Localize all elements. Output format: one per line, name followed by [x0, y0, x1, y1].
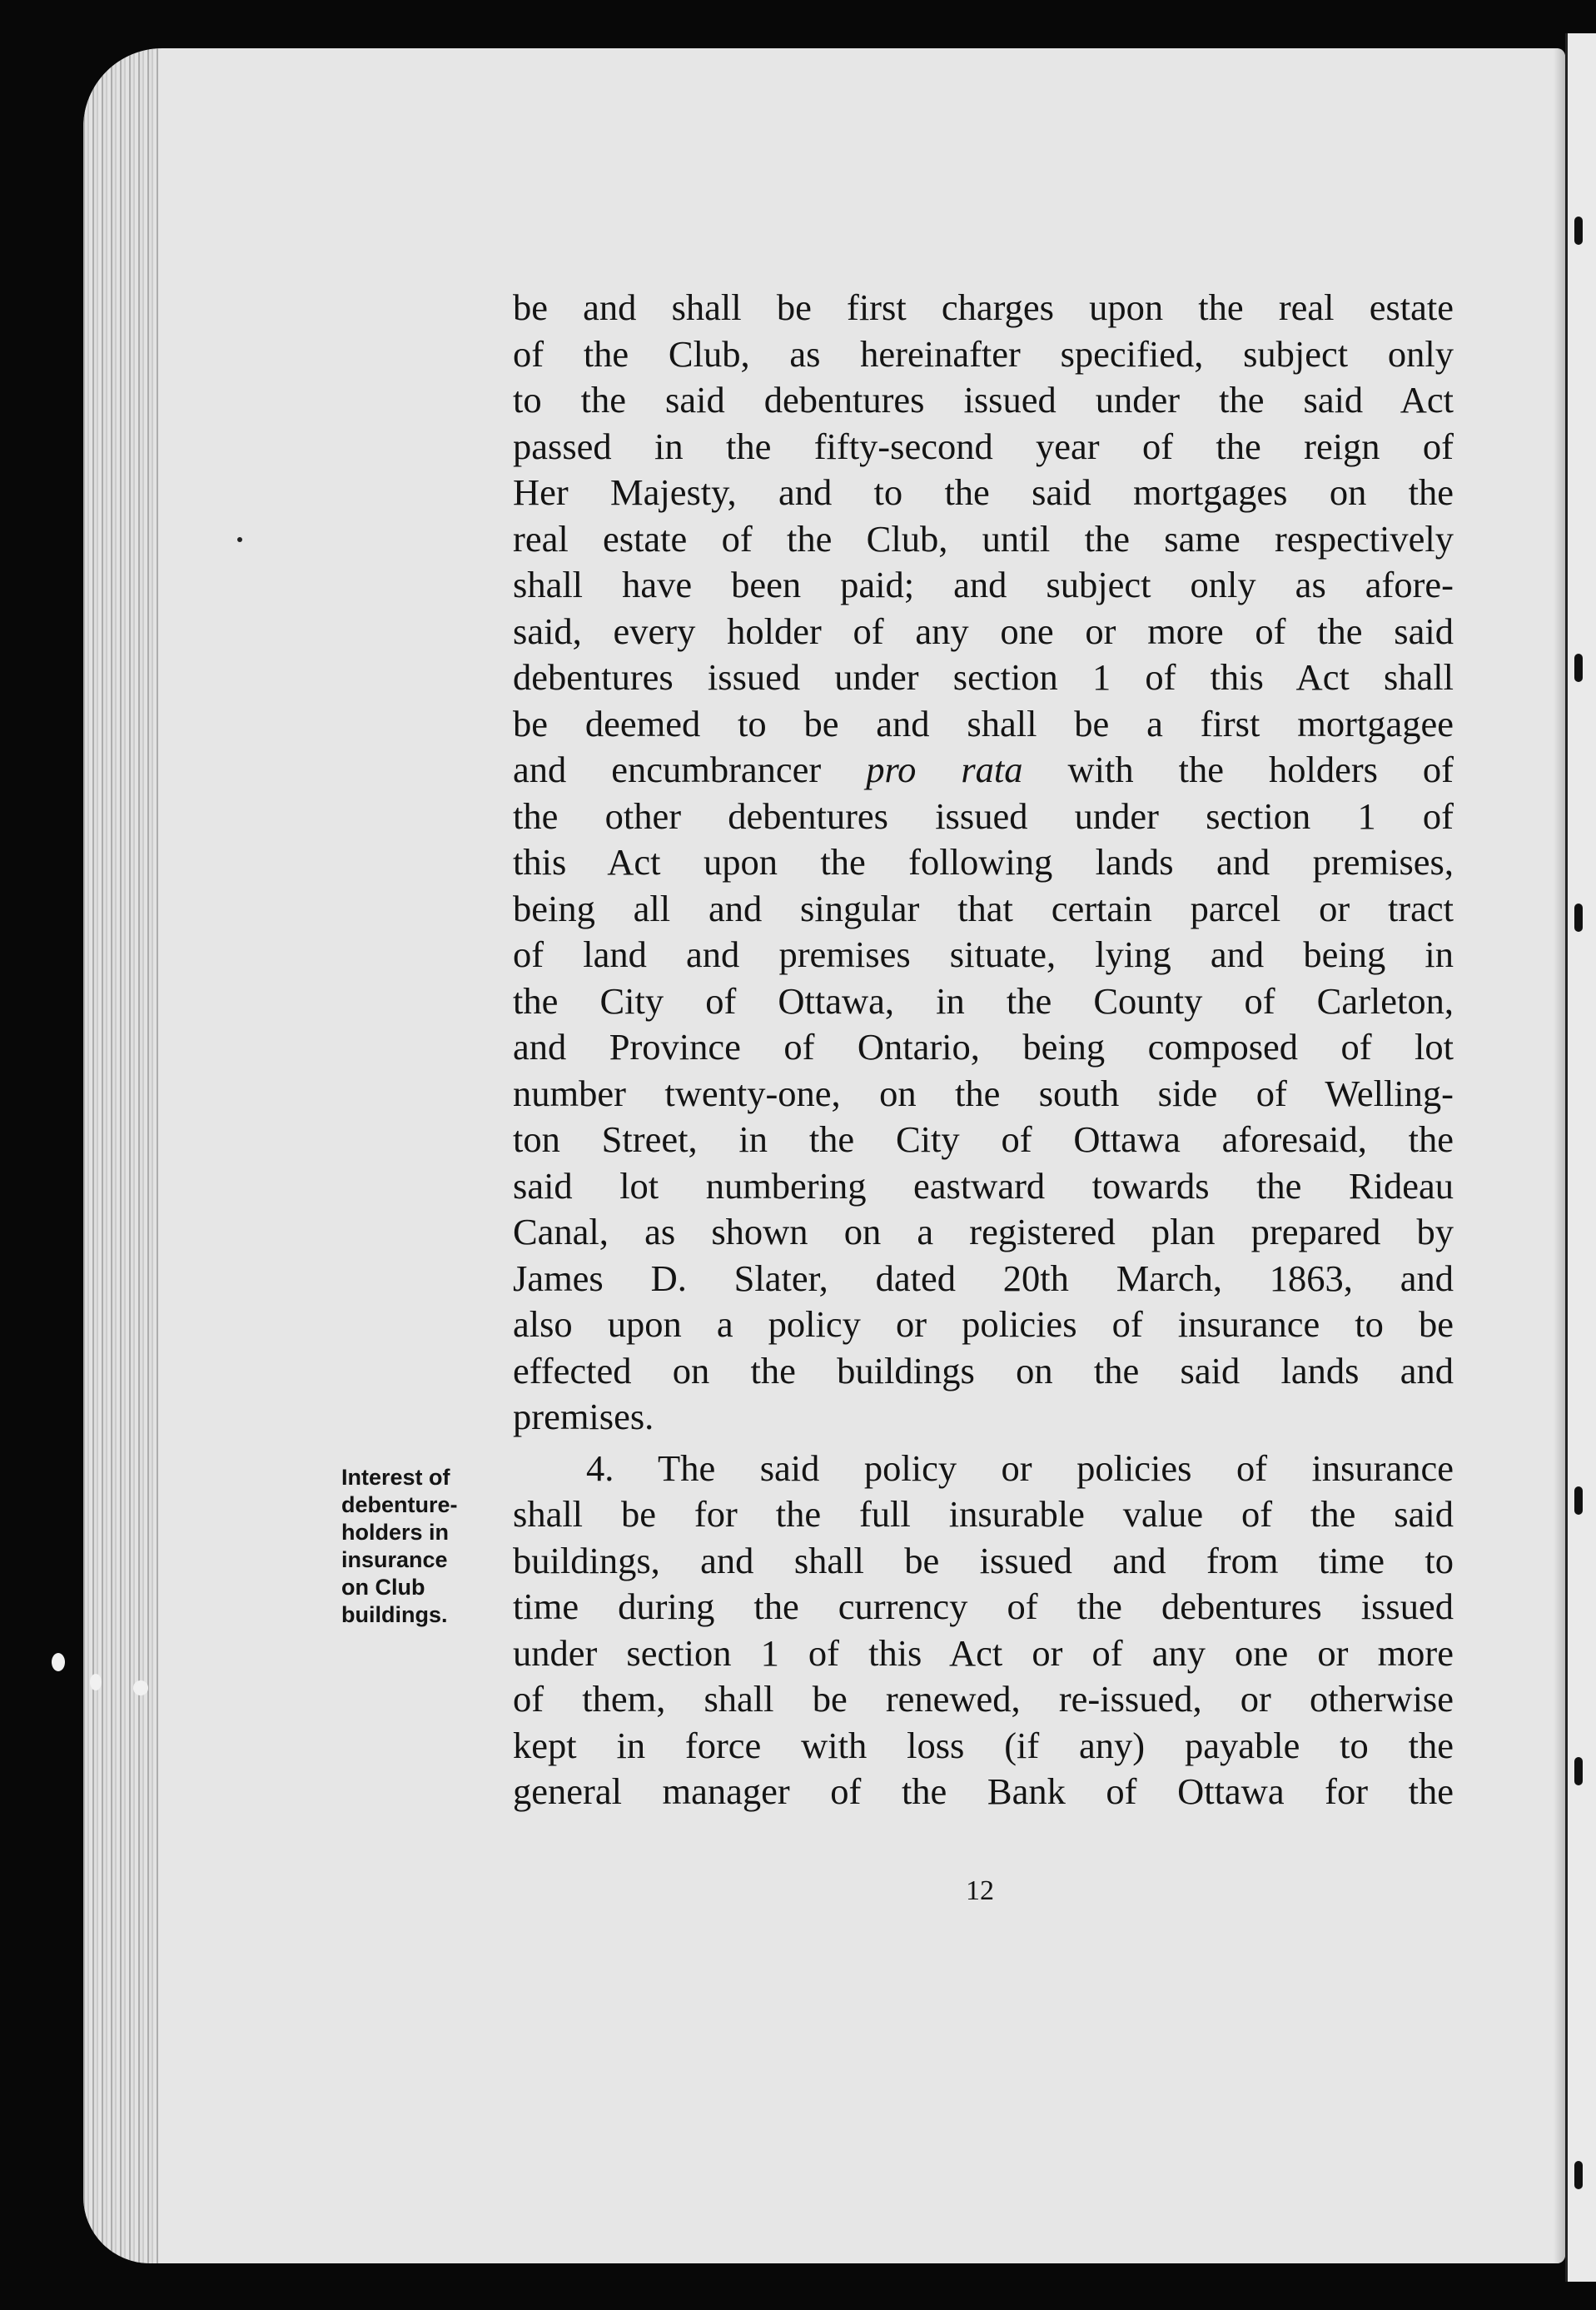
italic-phrase: pro rata: [866, 749, 1023, 790]
text-line-italic: [513, 747, 1454, 794]
margin-note-line: buildings.: [341, 1602, 448, 1627]
text-line: ton Street, in the City of Ottawa aforesaid, the: [513, 1118, 1454, 1160]
text-line: shall have been paid; and subject only as afore-: [513, 564, 1454, 605]
text-fragment: and encumbrancer: [513, 749, 822, 790]
text-line: debentures issued under section 1 of this Act shall: [513, 656, 1454, 698]
text-line: effected on the buildings on the said lands and: [513, 1349, 1454, 1391]
text-line: shall be for the full insurable value of the said: [513, 1493, 1454, 1535]
margin-note-line: holders in: [341, 1520, 450, 1545]
page-speck: [52, 1653, 65, 1671]
text-line: and Province of Ontario, being composed of lot: [513, 1026, 1454, 1068]
text-line: be and shall be first charges upon the real estate: [513, 286, 1454, 328]
page-number: 12: [966, 1875, 994, 1906]
text-line: James D. Slater, dated 20th March, 1863, and: [513, 1257, 1454, 1299]
margin-note-line: on Club: [341, 1575, 425, 1600]
edge-mark: [1574, 904, 1583, 932]
text-line: kept in force with loss (if any) payable to the: [513, 1724, 1454, 1766]
text-line: real estate of the Club, until the same respectively: [513, 517, 1454, 560]
text-line: also upon a policy or policies of insurance to be: [513, 1303, 1454, 1345]
text-line: time during the currency of the debentures issued: [513, 1586, 1454, 1627]
text-line: said lot numbering eastward towards the Rideau: [513, 1164, 1454, 1207]
text-line: of them, shall be renewed, re-issued, or otherwise: [513, 1678, 1454, 1720]
text-fragment: with the holders of: [1067, 749, 1454, 790]
text-line: under section 1 of this Act or of any one or more: [513, 1631, 1454, 1674]
text-line: the City of Ottawa, in the County of Carleton,: [513, 979, 1454, 1022]
margin-note-line: Interest of: [341, 1465, 450, 1490]
margin-note-line: debenture-: [341, 1492, 458, 1517]
margin-note-line: insurance: [341, 1547, 448, 1572]
text-line: be deemed to be and shall be a first mortgagee: [513, 702, 1454, 744]
text-line: general manager of the Bank of Ottawa for the: [513, 1770, 1454, 1812]
section-4-first-line: 4. The said policy or policies of insurance: [586, 1446, 1454, 1489]
text-line: of land and premises situate, lying and being in: [513, 933, 1454, 975]
text-line: this Act upon the following lands and premises,: [513, 841, 1454, 883]
text-line: Her Majesty, and to the said mortgages on the: [513, 471, 1454, 513]
page-speck: [133, 1680, 148, 1695]
page-speck: [90, 1674, 102, 1690]
edge-mark: [1574, 1757, 1583, 1785]
edge-mark: [1574, 2161, 1583, 2189]
margin-note: [341, 1464, 483, 1629]
edge-mark: [1574, 1486, 1583, 1515]
text-line: Canal, as shown on a registered plan prepared by: [513, 1211, 1454, 1252]
edge-mark: [1574, 654, 1583, 682]
text-line: said, every holder of any one or more of the said: [513, 610, 1454, 652]
page-speck: [237, 537, 242, 542]
text-line: buildings, and shall be issued and from time to: [513, 1539, 1454, 1581]
edge-mark: [1574, 217, 1583, 245]
text-line: number twenty-one, on the south side of Welling-: [513, 1072, 1454, 1114]
adjacent-page-edge: [1565, 33, 1596, 2282]
text-line: the other debentures issued under section 1 of: [513, 794, 1454, 837]
body-text: [513, 285, 1454, 1815]
text-line: premises.: [513, 1396, 654, 1437]
text-line: passed in the fifty-second year of the reign of: [513, 425, 1454, 467]
text-line: being all and singular that certain parcel or tract: [513, 887, 1454, 929]
text-line: of the Club, as hereinafter specified, subject only: [513, 332, 1454, 375]
text-line: to the said debentures issued under the said Act: [513, 379, 1454, 421]
